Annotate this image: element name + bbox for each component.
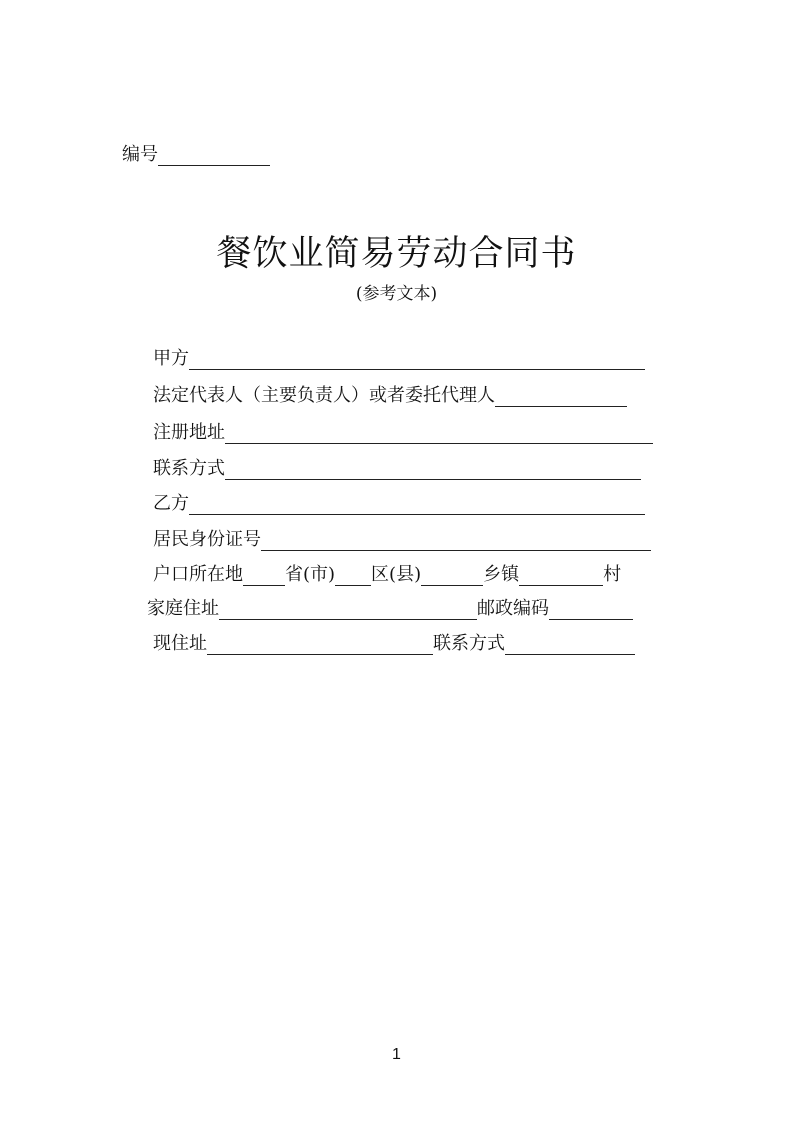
document-title: 餐饮业简易劳动合同书	[216, 234, 577, 274]
legal-rep-blank[interactable]	[495, 388, 627, 407]
town-label: 乡镇	[483, 564, 520, 585]
serial-number-field	[122, 140, 270, 166]
district-blank[interactable]	[335, 567, 371, 586]
village-blank[interactable]	[519, 567, 603, 586]
postal-code-blank[interactable]	[549, 601, 633, 620]
current-address-blank[interactable]	[207, 636, 433, 655]
contact-b-blank[interactable]	[505, 636, 635, 655]
serial-number-label: 编号	[122, 144, 158, 165]
current-address-label: 现住址	[153, 633, 207, 654]
district-label: 区(县)	[371, 564, 422, 585]
village-label: 村	[603, 564, 622, 585]
contact-b-label: 联系方式	[433, 633, 505, 654]
contact-a-line	[153, 456, 641, 480]
party-b-line	[153, 491, 645, 515]
serial-number-blank[interactable]	[158, 147, 270, 166]
home-address-label: 家庭住址	[147, 598, 219, 619]
province-blank[interactable]	[243, 567, 285, 586]
party-a-blank[interactable]	[189, 351, 645, 370]
party-a-label: 甲方	[153, 348, 189, 369]
party-b-label: 乙方	[153, 493, 189, 514]
current-address-line	[153, 631, 635, 655]
hukou-label: 户口所在地	[153, 564, 243, 585]
contact-a-blank[interactable]	[225, 461, 641, 480]
reg-address-line	[153, 420, 653, 444]
id-number-line	[153, 527, 651, 551]
legal-rep-line	[153, 383, 627, 407]
home-address-blank[interactable]	[219, 601, 477, 620]
id-number-blank[interactable]	[261, 532, 651, 551]
party-b-blank[interactable]	[189, 496, 645, 515]
home-address-line	[147, 596, 633, 620]
town-blank[interactable]	[421, 567, 483, 586]
reg-address-blank[interactable]	[225, 425, 653, 444]
id-number-label: 居民身份证号	[153, 529, 261, 550]
reg-address-label: 注册地址	[153, 422, 225, 443]
document-subtitle: (参考文本)	[355, 284, 438, 304]
postal-code-label: 邮政编码	[477, 598, 549, 619]
legal-rep-label: 法定代表人（主要负责人）或者委托代理人	[153, 385, 495, 406]
province-label: 省(市)	[285, 564, 336, 585]
hukou-line	[153, 562, 621, 586]
party-a-line	[153, 346, 645, 370]
page-number: 1	[392, 1046, 401, 1063]
contact-a-label: 联系方式	[153, 458, 225, 479]
